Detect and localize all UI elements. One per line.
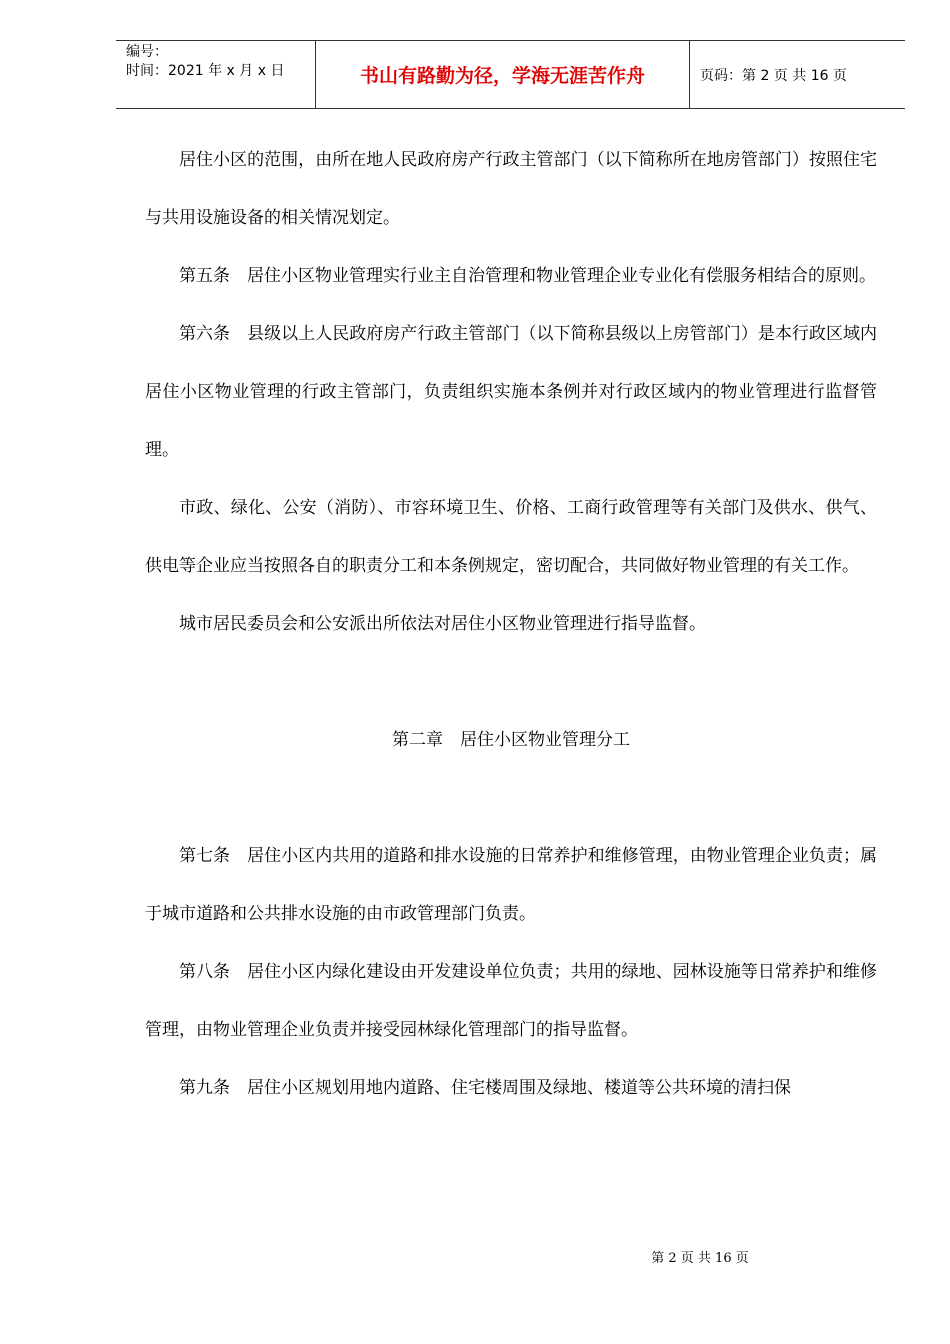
chapter-title: 第二章 居住小区物业管理分工 (392, 730, 630, 750)
header-meta (116, 41, 316, 108)
header-page-label: 页码：第 2 页 共 16 页 (700, 67, 847, 84)
header-motto: 书山有路勤为径，学海无涯苦作舟 (316, 41, 690, 108)
document-time-label: 时间：2021 年 x 月 x 日 (126, 63, 285, 79)
document-body (145, 131, 877, 1117)
paragraph: 第五条 居住小区物业管理实行业主自治管理和物业管理企业专业化有偿服务相结合的原则。 (179, 266, 876, 286)
paragraph: 第九条 居住小区规划用地内道路、住宅楼周围及绿地、楼道等公共环境的清扫保 (179, 1078, 791, 1098)
paragraph: 市政、绿化、公安（消防）、市容环境卫生、价格、工商行政管理等有关部门及供水、供气、供电等企业应当按照各自的职责分工和本条例规定，密切配合，共同做好物业管理的有关工作。 (145, 498, 877, 576)
paragraph: 第六条 县级以上人民政府房产行政主管部门（以下简称县级以上房管部门）是本行政区域内居住小区物业管理的行政主管部门，负责组织实施本条例并对行政区域内的物业管理进行监督管理。 (145, 324, 877, 460)
paragraph-group-1 (145, 131, 877, 653)
document-number-label: 编号： (126, 44, 168, 60)
paragraph-group-2 (145, 827, 877, 1117)
page-header (116, 40, 905, 109)
paragraph: 第八条 居住小区内绿化建设由开发建设单位负责；共用的绿地、园林设施等日常养护和维修管理，由物业管理企业负责并接受园林绿化管理部门的指导监督。 (145, 962, 877, 1040)
paragraph: 城市居民委员会和公安派出所依法对居住小区物业管理进行指导监督。 (179, 614, 706, 634)
paragraph: 第七条 居住小区内共用的道路和排水设施的日常养护和维修管理，由物业管理企业负责；属于城市道路和公共排水设施的由市政管理部门负责。 (145, 846, 877, 924)
paragraph: 居住小区的范围，由所在地人民政府房产行政主管部门（以下简称所在地房管部门）按照住宅与共用设施设备的相关情况划定。 (145, 150, 877, 228)
page-footer: 第 2 页 共 16 页 (651, 1251, 749, 1266)
